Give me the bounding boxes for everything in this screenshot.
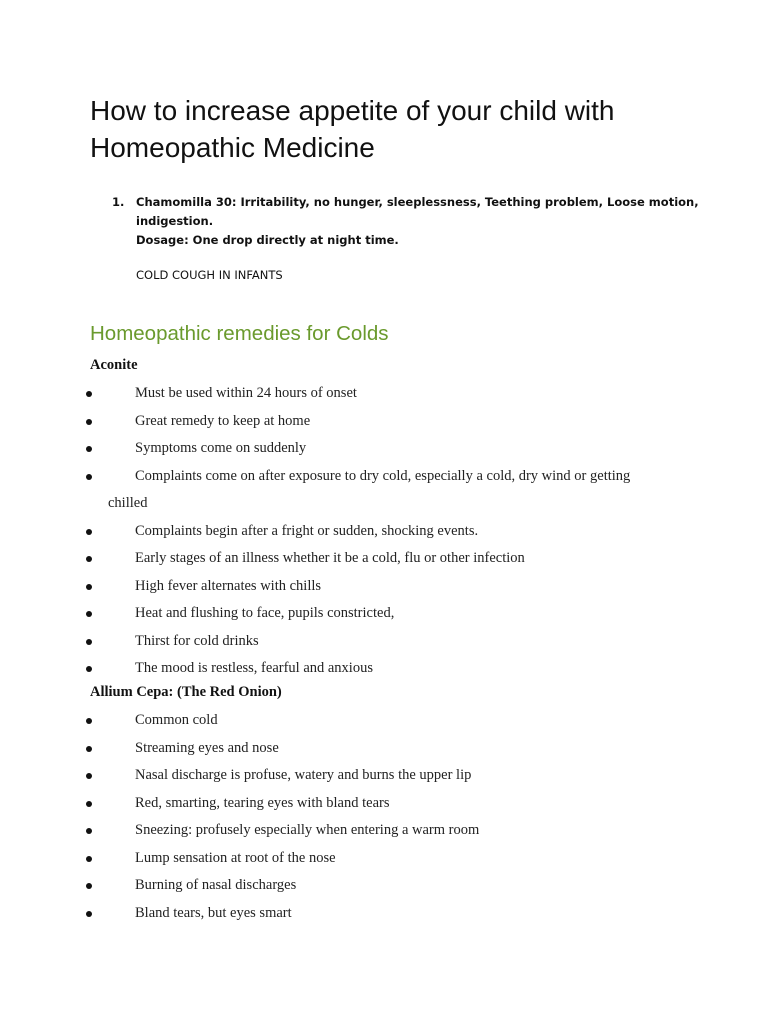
bullet-icon — [86, 718, 92, 724]
list-item-text: Lump sensation at root of the nose — [135, 849, 336, 866]
page-title — [90, 92, 730, 166]
list-item — [86, 380, 630, 408]
list-item — [86, 408, 630, 436]
list-item-continuation: chilled — [108, 495, 148, 511]
list-item-text: Nasal discharge is profuse, watery and burns the upper lip — [135, 767, 472, 783]
bullet-icon — [86, 911, 92, 917]
bullet-icon — [86, 446, 92, 452]
list-item-text: High fever alternates with chills — [135, 577, 322, 594]
bullet-icon — [86, 639, 92, 645]
list-item — [86, 735, 479, 763]
numbered-line-3: Dosage: One drop directly at night time. — [136, 233, 399, 247]
bullet-icon — [86, 419, 92, 425]
list-item — [86, 518, 630, 546]
numbered-line-2: indigestion. — [136, 214, 214, 228]
title-line-1: How to increase appetite of your child with — [90, 95, 615, 126]
list-item-text: Heat and flushing to face, pupils constricted, — [135, 605, 395, 621]
list-item — [86, 845, 479, 873]
list-item — [86, 600, 630, 628]
remedy-heading-allium-cepa: Allium Cepa: (The Red Onion) — [90, 684, 282, 700]
aconite-bullet-list — [86, 380, 630, 683]
list-item — [86, 573, 630, 601]
list-item-text: Sneezing: profusely especially when entering a warm room — [135, 822, 480, 838]
list-item-text: Burning of nasal discharges — [135, 877, 297, 893]
list-item — [86, 872, 479, 900]
list-item-text: Red, smarting, tearing eyes with bland tears — [135, 794, 390, 811]
bullet-icon — [86, 584, 92, 590]
remedy-heading-aconite: Aconite — [90, 357, 138, 373]
list-item-text: Complaints come on after exposure to dry cold, especially a cold, dry wind or getting — [135, 467, 631, 484]
numbered-line-1: Chamomilla 30: Irritability, no hunger, sleeplessness, Teething problem, Loose motion, — [136, 195, 699, 209]
bullet-icon — [86, 746, 92, 752]
list-item — [86, 435, 630, 463]
bullet-icon — [86, 773, 92, 779]
bullet-icon — [86, 556, 92, 562]
bullet-icon — [86, 391, 92, 397]
bullet-icon — [86, 883, 92, 889]
list-number: 1. — [112, 195, 125, 209]
list-item-text: Streaming eyes and nose — [135, 739, 279, 756]
list-item-text: Great remedy to keep at home — [135, 412, 311, 429]
bullet-icon — [86, 474, 92, 480]
allium-cepa-bullet-list — [86, 707, 479, 927]
bullet-icon — [86, 666, 92, 672]
bullet-icon — [86, 801, 92, 807]
bullet-icon — [86, 856, 92, 862]
list-item — [86, 762, 479, 790]
cold-cough-heading: COLD COUGH IN INFANTS — [136, 268, 283, 282]
list-item-text: The mood is restless, fearful and anxious — [135, 660, 373, 676]
list-item-text: Thirst for cold drinks — [135, 632, 259, 649]
list-item — [86, 545, 630, 573]
bullet-icon — [86, 828, 92, 834]
list-item-text: Bland tears, but eyes smart — [135, 904, 292, 921]
list-item — [86, 628, 630, 656]
numbered-item-text — [136, 193, 699, 250]
list-item-text: Common cold — [135, 712, 218, 728]
section-heading: Homeopathic remedies for Colds — [90, 322, 389, 345]
list-item-text: Symptoms come on suddenly — [135, 440, 307, 456]
list-item-text: Complaints begin after a fright or sudden, shocking events. — [135, 522, 479, 539]
list-item — [86, 900, 479, 928]
title-line-2: Homeopathic Medicine — [90, 132, 375, 163]
list-item — [86, 707, 479, 735]
list-item — [86, 817, 479, 845]
list-item-text: Must be used within 24 hours of onset — [135, 385, 357, 401]
bullet-icon — [86, 529, 92, 535]
bullet-icon — [86, 611, 92, 617]
list-item-text: Early stages of an illness whether it be a cold, flu or other infection — [135, 550, 525, 566]
list-item — [86, 790, 479, 818]
list-item — [86, 463, 630, 518]
list-item — [86, 655, 630, 683]
